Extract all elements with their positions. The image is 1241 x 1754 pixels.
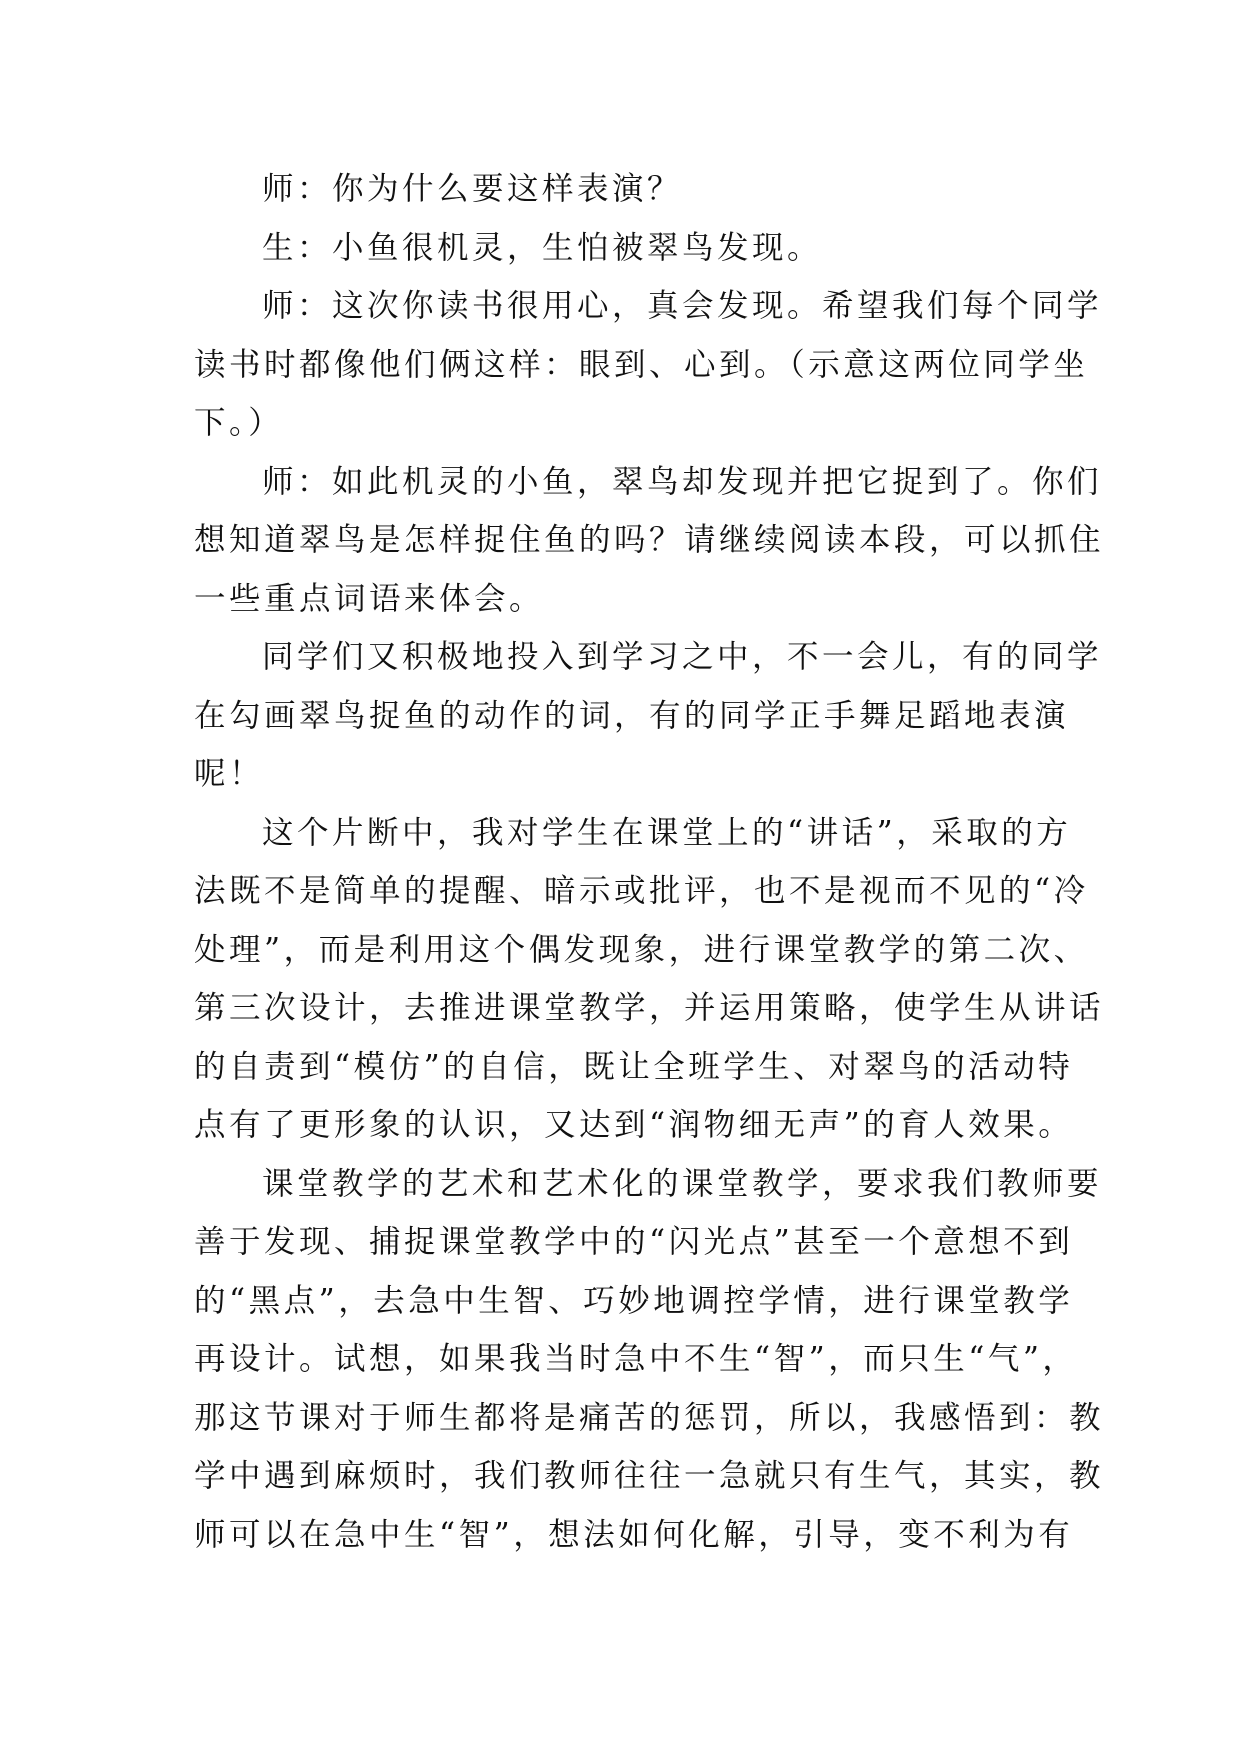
- text-line: 处理”，而是利用这个偶发现象，进行课堂教学的第二次、: [194, 931, 1089, 968]
- text-line: 法既不是简单的提醒、暗示或批评，也不是视而不见的“冷: [194, 873, 1089, 909]
- text-line: 的自责到“模仿”的自信，既让全班学生、对翠鸟的活动特: [194, 1048, 1074, 1085]
- text-line: 师：如此机灵的小鱼，翠鸟却发现并把它捉到了。你们: [262, 463, 1103, 500]
- text-line: 读书时都像他们俩这样：眼到、心到。（示意这两位同学坐: [194, 346, 1089, 383]
- document-body: [194, 160, 1105, 1564]
- text-line: 同学们又积极地投入到学习之中，不一会儿，有的同学: [262, 639, 1103, 675]
- text-line: 在勾画翠鸟捉鱼的动作的词，有的同学正手舞足蹈地表演: [194, 697, 1070, 734]
- text-line: 这个片断中，我对学生在课堂上的“讲话”，采取的方: [262, 814, 1072, 851]
- text-line: 的“黑点”，去急中生智、巧妙地调控学情，进行课堂教学: [194, 1282, 1074, 1319]
- text-line: 点有了更形象的认识，又达到“润物细无声”的育人效果。: [194, 1107, 1074, 1143]
- text-line: 下。）: [194, 405, 284, 441]
- text-line: 师：这次你读书很用心，真会发现。希望我们每个同学: [262, 288, 1103, 324]
- text-line: 学中遇到麻烦时，我们教师往往一急就只有生气，其实，教: [194, 1458, 1105, 1494]
- text-line: 师可以在急中生“智”，想法如何化解，引导，变不利为有: [194, 1516, 1074, 1553]
- text-line: 师：你为什么要这样表演？: [262, 171, 683, 207]
- text-line: 那这节课对于师生都将是痛苦的惩罚，所以，我感悟到：教: [194, 1399, 1105, 1436]
- text-line: 再设计。试想，如果我当时急中不生“智”，而只生“气”，: [194, 1341, 1078, 1377]
- text-line: 第三次设计，去推进课堂教学，并运用策略，使学生从讲话: [194, 990, 1105, 1026]
- text-line: 课堂教学的艺术和艺术化的课堂教学，要求我们教师要: [262, 1165, 1103, 1202]
- text-line: 生：小鱼很机灵，生怕被翠鸟发现。: [262, 229, 823, 266]
- text-line: 想知道翠鸟是怎样捉住鱼的吗？请继续阅读本段，可以抓住: [194, 522, 1105, 558]
- text-line: 善于发现、捕捉课堂教学中的“闪光点”甚至一个意想不到: [194, 1224, 1074, 1260]
- text-line: 呢！: [194, 756, 265, 792]
- text-line: 一些重点词语来体会。: [194, 580, 545, 617]
